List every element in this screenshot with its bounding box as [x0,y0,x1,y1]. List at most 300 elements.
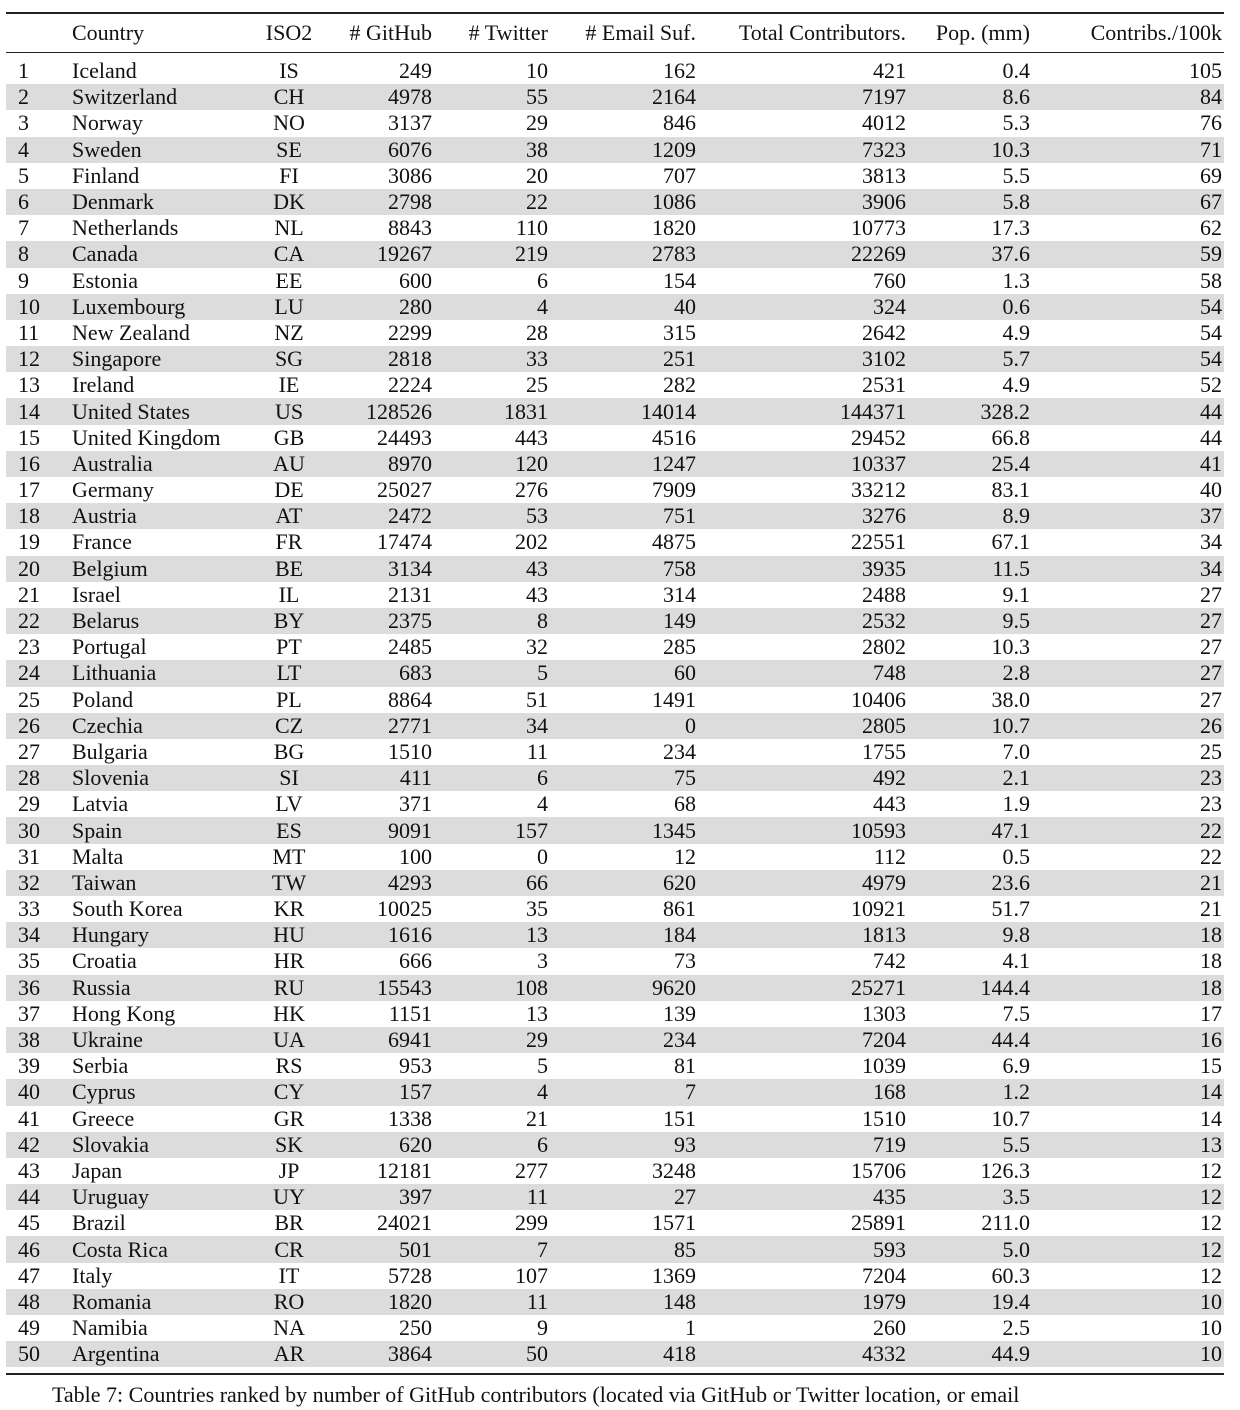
row-contribs-per-100k: 14 [1200,1105,1222,1131]
row-github: 3134 [320,556,432,582]
row-iso2: PL [276,686,302,712]
row-population: 6.9 [1002,1053,1030,1079]
table-row [6,1106,1224,1132]
row-population: 5.5 [906,1132,1030,1158]
row-email-suffix: 1369 [652,1262,696,1288]
row-iso2: CY [258,1079,320,1105]
row-contribs-per-100k: 18 [1030,975,1224,1001]
row-contribs-per-100k: 10 [1030,1289,1224,1315]
row-twitter: 50 [432,1341,548,1367]
row-total-contributors: 168 [696,1079,906,1105]
row-iso2: SE [258,137,320,163]
row-iso2: ES [258,817,320,843]
row-country: Argentina [72,1341,258,1367]
row-github: 2299 [388,319,432,345]
row-country: Brazil [72,1210,126,1236]
row-contribs-per-100k: 41 [1030,451,1224,477]
row-rank: 1 [18,58,29,84]
row-total-contributors: 10337 [696,451,906,477]
row-population: 10.7 [991,1105,1030,1131]
row-email-suffix: 4516 [652,424,696,450]
row-total-contributors: 15706 [851,1157,906,1183]
row-population: 23.6 [906,870,1030,896]
row-twitter: 55 [432,84,548,110]
row-contribs-per-100k: 16 [1030,1027,1224,1053]
row-contribs-per-100k: 12 [1200,1262,1222,1288]
table-row [6,398,1224,424]
row-rank: 8 [6,241,72,267]
row-iso2: NL [274,215,304,241]
row-github: 1510 [388,738,432,764]
table-row [6,1315,1224,1341]
row-contribs-per-100k: 13 [1030,1132,1224,1158]
row-github: 666 [399,948,432,974]
row-email-suffix: 418 [548,1341,696,1367]
row-total-contributors: 1510 [862,1105,906,1131]
row-country: Romania [72,1289,258,1315]
row-total-contributors: 112 [873,843,906,869]
row-country: Singapore [72,346,258,372]
row-iso2: GB [273,424,305,450]
row-iso2: TW [258,870,320,896]
row-population: 44.4 [906,1027,1030,1053]
row-email-suffix: 162 [663,58,696,84]
row-contribs-per-100k: 59 [1030,241,1224,267]
table-row [6,1289,1224,1315]
row-country: Ukraine [72,1027,258,1053]
row-email-suffix: 1820 [652,215,696,241]
row-country: Hong Kong [72,1000,176,1026]
row-contribs-per-100k: 18 [1200,948,1222,974]
header-github: # GitHub [349,20,432,45]
row-total-contributors: 719 [696,1132,906,1158]
row-contribs-per-100k: 54 [1200,319,1222,345]
row-github: 5728 [388,1262,432,1288]
row-email-suffix: 1345 [548,817,696,843]
row-contribs-per-100k: 37 [1030,503,1224,529]
row-twitter: 34 [432,713,548,739]
row-country: Serbia [72,1053,129,1079]
row-github: 24493 [377,424,432,450]
row-iso2: IE [278,372,300,398]
row-total-contributors: 3813 [862,162,906,188]
row-contribs-per-100k: 10 [1030,1341,1224,1367]
row-twitter: 13 [526,1000,548,1026]
row-email-suffix: 73 [674,948,696,974]
row-contribs-per-100k: 17 [1200,1000,1222,1026]
row-twitter: 3 [537,948,548,974]
table-caption: Table 7: Countries ranked by number of GitHub contributors (located via GitHub or Twitter location, or email [52,1382,1020,1407]
row-population: 10.3 [906,137,1030,163]
row-population: 4.9 [1002,372,1030,398]
table-row [6,1184,1224,1210]
row-twitter: 5 [432,660,548,686]
row-github: 24021 [377,1210,432,1236]
row-total-contributors: 25271 [696,975,906,1001]
row-iso2: BY [258,608,320,634]
row-country: Israel [72,581,121,607]
row-github: 128526 [320,398,432,424]
row-twitter: 38 [432,137,548,163]
row-rank: 40 [6,1079,72,1105]
row-iso2: LU [258,294,320,320]
row-github: 2472 [320,503,432,529]
table-row [6,372,1224,398]
row-population: 0.5 [1002,843,1030,869]
row-email-suffix: 12 [674,843,696,869]
row-github: 2375 [320,608,432,634]
row-rank: 13 [18,372,40,398]
row-github: 12181 [377,1157,432,1183]
table-row [6,477,1224,503]
table-row [6,241,1224,267]
row-github: 2131 [388,581,432,607]
row-population: 126.3 [980,1157,1030,1183]
table-row [6,896,1224,922]
row-rank: 42 [6,1132,72,1158]
row-population: 10.7 [906,713,1030,739]
row-total-contributors: 22551 [851,529,906,555]
row-twitter: 120 [432,451,548,477]
row-email-suffix: 285 [663,634,696,660]
row-email-suffix: 1209 [548,137,696,163]
row-email-suffix: 1491 [652,686,696,712]
row-github: 411 [320,765,432,791]
row-contribs-per-100k: 15 [1200,1053,1222,1079]
row-rank: 48 [6,1289,72,1315]
row-rank: 38 [6,1027,72,1053]
row-contribs-per-100k: 18 [1030,922,1224,948]
row-email-suffix: 1 [685,1315,696,1341]
table-row [6,215,1224,241]
row-github: 9091 [320,817,432,843]
row-country: Russia [72,975,258,1001]
row-country: Greece [72,1105,135,1131]
row-total-contributors: 10593 [696,817,906,843]
row-contribs-per-100k: 12 [1030,1184,1224,1210]
row-population: 38.0 [991,686,1030,712]
row-email-suffix: 0 [548,713,696,739]
row-population: 8.9 [906,503,1030,529]
row-iso2: CZ [258,713,320,739]
row-rank: 37 [18,1000,40,1026]
row-population: 19.4 [906,1289,1030,1315]
row-github: 1338 [388,1105,432,1131]
row-country: Latvia [72,791,129,817]
row-total-contributors: 7204 [862,1262,906,1288]
row-twitter: 108 [432,975,548,1001]
row-github: 371 [399,791,432,817]
table-row [6,1158,1224,1184]
row-rank: 20 [6,556,72,582]
row-iso2: FI [279,162,299,188]
row-population: 5.8 [906,189,1030,215]
row-total-contributors: 3276 [696,503,906,529]
row-twitter: 4 [537,791,548,817]
row-iso2: IL [278,581,300,607]
row-country: Austria [72,503,258,529]
row-contribs-per-100k: 27 [1200,581,1222,607]
row-iso2: HK [273,1000,305,1026]
row-total-contributors: 4332 [696,1341,906,1367]
row-country: New Zealand [72,319,190,345]
row-contribs-per-100k: 54 [1030,346,1224,372]
row-population: 5.0 [906,1236,1030,1262]
row-total-contributors: 3102 [696,346,906,372]
row-iso2: CA [258,241,320,267]
row-twitter: 43 [526,581,548,607]
header-rank [6,14,72,52]
row-population: 1.2 [906,1079,1030,1105]
row-twitter: 43 [432,556,548,582]
row-contribs-per-100k: 22 [1030,817,1224,843]
row-rank: 15 [18,424,40,450]
row-total-contributors: 421 [873,58,906,84]
row-github: 250 [399,1315,432,1341]
row-country: Germany [72,477,154,503]
row-iso2: NO [273,110,305,136]
row-twitter: 276 [515,477,548,503]
row-twitter: 21 [526,1105,548,1131]
row-github: 397 [320,1184,432,1210]
header-email-suffix: # Email Suf. [585,20,696,45]
row-rank: 14 [6,398,72,424]
table-row [6,582,1224,608]
row-population: 211.0 [981,1210,1030,1236]
row-twitter: 51 [526,686,548,712]
row-population: 10.3 [991,634,1030,660]
row-population: 44.9 [906,1341,1030,1367]
row-contribs-per-100k: 26 [1030,713,1224,739]
row-iso2: SK [258,1132,320,1158]
row-email-suffix: 9620 [548,975,696,1001]
row-total-contributors: 748 [696,660,906,686]
row-twitter: 1831 [432,398,548,424]
row-contribs-per-100k: 12 [1200,1210,1222,1236]
row-iso2: DE [274,477,304,503]
row-rank: 24 [6,660,72,686]
row-country: Namibia [72,1315,148,1341]
row-email-suffix: 282 [663,372,696,398]
row-country: Portugal [72,634,147,660]
row-rank: 25 [18,686,40,712]
row-population: 8.6 [906,84,1030,110]
row-total-contributors: 7204 [696,1027,906,1053]
row-contribs-per-100k: 21 [1200,896,1222,922]
row-rank: 46 [6,1236,72,1262]
row-country: Slovakia [72,1132,258,1158]
row-country: Australia [72,451,258,477]
row-rank: 45 [18,1210,40,1236]
row-population: 37.6 [906,241,1030,267]
row-iso2: HU [258,922,320,948]
row-github: 2224 [388,372,432,398]
row-github: 501 [320,1236,432,1262]
row-contribs-per-100k: 21 [1030,870,1224,896]
row-contribs-per-100k: 67 [1030,189,1224,215]
row-twitter: 110 [515,215,548,241]
row-country: Costa Rica [72,1236,258,1262]
row-twitter: 0 [537,843,548,869]
row-population: 11.5 [906,556,1030,582]
row-total-contributors: 4012 [862,110,906,136]
row-iso2: SI [258,765,320,791]
table-row [6,84,1224,110]
row-rank: 39 [18,1053,40,1079]
row-github: 100 [399,843,432,869]
row-rank: 2 [6,84,72,110]
row-contribs-per-100k: 54 [1030,294,1224,320]
table-row [6,948,1224,974]
row-population: 17.3 [991,215,1030,241]
row-twitter: 33 [432,346,548,372]
row-email-suffix: 1086 [548,189,696,215]
row-iso2: US [258,398,320,424]
row-twitter: 219 [432,241,548,267]
row-population: 67.1 [991,529,1030,555]
row-email-suffix: 2164 [548,84,696,110]
row-rank: 44 [6,1184,72,1210]
row-github: 157 [320,1079,432,1105]
row-github: 620 [320,1132,432,1158]
row-contribs-per-100k: 84 [1030,84,1224,110]
row-total-contributors: 1039 [862,1053,906,1079]
row-contribs-per-100k: 34 [1200,529,1222,555]
row-iso2: IT [278,1262,300,1288]
table-row [6,320,1224,346]
row-iso2: UA [258,1027,320,1053]
table-row [6,634,1224,660]
table-row [6,660,1224,686]
row-rank: 12 [6,346,72,372]
row-total-contributors: 2531 [862,372,906,398]
row-email-suffix: 315 [663,319,696,345]
table-row [6,687,1224,713]
row-github: 3137 [388,110,432,136]
row-email-suffix: 3248 [652,1157,696,1183]
row-iso2: HR [273,948,305,974]
row-total-contributors: 2532 [696,608,906,634]
row-total-contributors: 2802 [862,634,906,660]
row-total-contributors: 2488 [862,581,906,607]
row-total-contributors: 260 [873,1315,906,1341]
row-population: 9.1 [1002,581,1030,607]
row-rank: 19 [18,529,40,555]
row-total-contributors: 1303 [862,1000,906,1026]
row-email-suffix: 1247 [548,451,696,477]
row-country: United States [72,398,258,424]
row-rank: 18 [6,503,72,529]
row-twitter: 6 [432,1132,548,1158]
row-email-suffix: 139 [663,1000,696,1026]
row-email-suffix: 234 [548,1027,696,1053]
row-github: 8970 [320,451,432,477]
row-iso2: DK [258,189,320,215]
row-twitter: 13 [432,922,548,948]
row-rank: 31 [18,843,40,869]
row-twitter: 443 [515,424,548,450]
row-total-contributors: 1755 [862,738,906,764]
row-country: Japan [72,1157,123,1183]
table-row [6,791,1224,817]
row-country: Finland [72,162,140,188]
row-rank: 28 [6,765,72,791]
row-total-contributors: 1979 [696,1289,906,1315]
row-rank: 11 [18,319,40,345]
row-country: Iceland [72,58,137,84]
row-rank: 10 [6,294,72,320]
row-github: 17474 [377,529,432,555]
row-twitter: 8 [432,608,548,634]
row-email-suffix: 60 [548,660,696,686]
row-country: Estonia [72,267,138,293]
row-github: 6941 [320,1027,432,1053]
row-contribs-per-100k: 22 [1200,843,1222,869]
row-country: Poland [72,686,134,712]
header-contribs-per-100k: Contribs./100k [1090,20,1222,45]
row-twitter: 10 [526,58,548,84]
row-iso2: PT [276,634,302,660]
row-iso2: CR [258,1236,320,1262]
row-total-contributors: 435 [696,1184,906,1210]
row-rank: 17 [18,477,40,503]
table-row [6,608,1224,634]
row-email-suffix: 7 [548,1079,696,1105]
row-email-suffix: 27 [548,1184,696,1210]
row-population: 9.8 [906,922,1030,948]
row-total-contributors: 33212 [851,477,906,503]
table-row [6,294,1224,320]
row-twitter: 25 [526,372,548,398]
row-contribs-per-100k: 44 [1200,424,1222,450]
row-population: 1.9 [1002,791,1030,817]
row-rank: 43 [18,1157,40,1183]
row-total-contributors: 3935 [696,556,906,582]
row-country: France [72,529,132,555]
row-email-suffix: 314 [663,581,696,607]
row-twitter: 32 [526,634,548,660]
row-country: Belgium [72,556,258,582]
row-github: 280 [320,294,432,320]
table-row [6,1079,1224,1105]
row-iso2: GR [273,1105,305,1131]
row-iso2: CH [258,84,320,110]
row-rank: 41 [18,1105,40,1131]
row-rank: 22 [6,608,72,634]
row-rank: 30 [6,817,72,843]
row-total-contributors: 22269 [696,241,906,267]
row-github: 683 [320,660,432,686]
row-total-contributors: 10406 [851,686,906,712]
row-country: Uruguay [72,1184,258,1210]
row-contribs-per-100k: 23 [1030,765,1224,791]
row-country: Norway [72,110,143,136]
row-population: 60.3 [991,1262,1030,1288]
row-total-contributors: 29452 [851,424,906,450]
row-total-contributors: 492 [696,765,906,791]
table-row [6,163,1224,189]
row-contribs-per-100k: 23 [1200,791,1222,817]
row-contribs-per-100k: 40 [1200,477,1222,503]
row-country: Malta [72,843,124,869]
row-population: 5.3 [1002,110,1030,136]
row-email-suffix: 4875 [652,529,696,555]
row-email-suffix: 81 [674,1053,696,1079]
row-github: 2485 [388,634,432,660]
row-twitter: 53 [432,503,548,529]
row-contribs-per-100k: 71 [1030,137,1224,163]
row-contribs-per-100k: 14 [1030,1079,1224,1105]
